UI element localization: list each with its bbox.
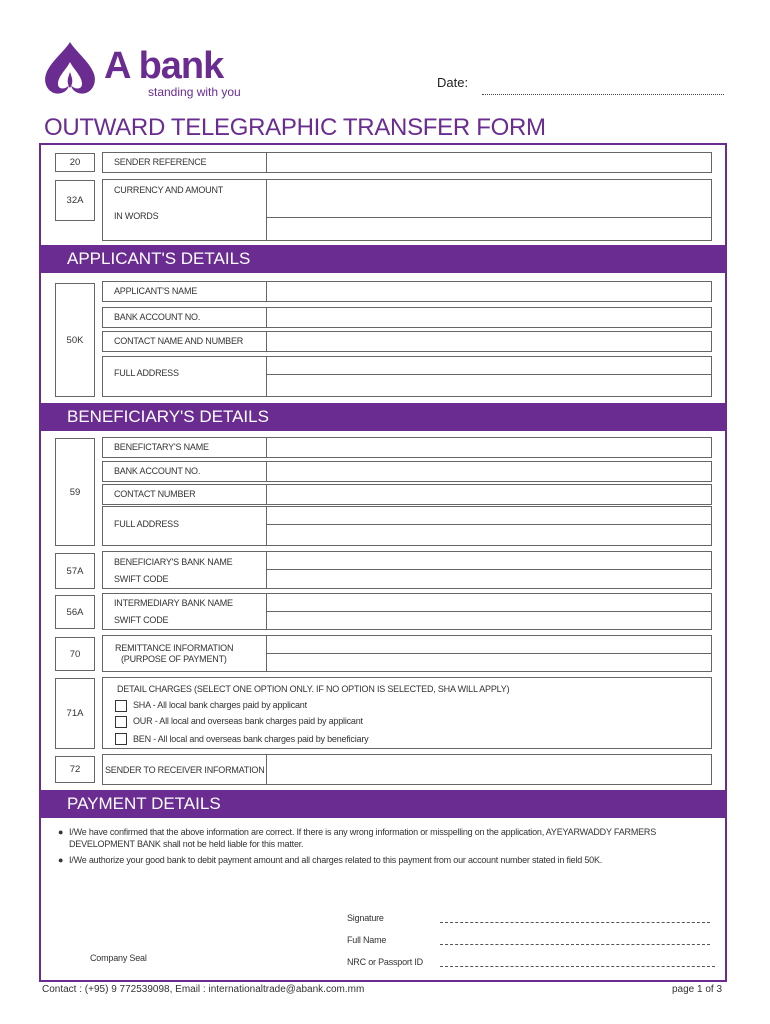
applicant-contact-field[interactable] bbox=[102, 331, 712, 352]
full-name-label: Full Name bbox=[347, 935, 387, 945]
detail-charges-box bbox=[102, 677, 712, 749]
swift-code-57a-label: SWIFT CODE bbox=[114, 574, 169, 584]
date-label: Date: bbox=[437, 75, 469, 90]
company-seal-label: Company Seal bbox=[90, 953, 147, 963]
page-number: page 1 of 3 bbox=[672, 984, 723, 995]
signature-field[interactable] bbox=[440, 917, 710, 923]
currency-amount-field[interactable] bbox=[102, 179, 712, 241]
in-words-label: IN WORDS bbox=[114, 211, 159, 221]
code-71a: 71A bbox=[55, 678, 95, 749]
payment-section-header: PAYMENT DETAILS bbox=[41, 790, 725, 818]
lotus-icon bbox=[42, 40, 98, 102]
code-32a: 32A bbox=[55, 180, 95, 221]
footer-contact: Contact : (+95) 9 772539098, Email : internationaltrade@abank.com.mm bbox=[42, 984, 365, 995]
beneficiary-section-header: BENEFICIARY'S DETAILS bbox=[41, 403, 725, 431]
ben-checkbox[interactable] bbox=[115, 733, 127, 745]
full-name-field[interactable] bbox=[440, 939, 710, 945]
nrc-label: NRC or Passport ID bbox=[347, 957, 423, 967]
confirmation-statement: I/We have confirmed that the above information are correct. If there is any wrong information or misspelling on the application, AYEYARWADDY FARMERS DEVELOPMENT BANK shall not be held liable for this matter. bbox=[69, 827, 657, 849]
intermediary-bank-field[interactable] bbox=[102, 593, 712, 630]
code-72: 72 bbox=[55, 756, 95, 783]
tagline: standing with you bbox=[148, 85, 241, 99]
sender-reference-label: SENDER REFERENCE bbox=[114, 157, 207, 167]
sha-option-label: SHA - All local bank charges paid by applicant bbox=[133, 700, 307, 710]
sha-checkbox[interactable] bbox=[115, 700, 127, 712]
applicant-contact-label: CONTACT NAME AND NUMBER bbox=[114, 336, 244, 346]
remittance-info-field[interactable] bbox=[102, 635, 712, 672]
authorization-statement: I/We authorize your good bank to debit payment amount and all charges related to this payment from our account number stated in field 50K. bbox=[69, 855, 603, 865]
code-57a: 57A bbox=[55, 553, 95, 589]
our-checkbox[interactable] bbox=[115, 716, 127, 728]
bullet-dot-1: ● bbox=[58, 827, 64, 837]
beneficiary-account-field[interactable] bbox=[102, 461, 712, 482]
sender-receiver-label: SENDER TO RECEIVER INFORMATION bbox=[105, 765, 265, 775]
applicant-address-field[interactable] bbox=[102, 356, 712, 397]
beneficiary-contact-field[interactable] bbox=[102, 484, 712, 505]
intermediary-bank-label: INTERMEDIARY BANK NAME bbox=[114, 598, 233, 608]
remittance-info-label: REMITTANCE INFORMATION bbox=[115, 643, 234, 653]
code-50k: 50K bbox=[55, 283, 95, 397]
beneficiary-contact-label: CONTACT NUMBER bbox=[114, 489, 196, 499]
bank-logo bbox=[42, 40, 272, 102]
applicant-account-field[interactable] bbox=[102, 307, 712, 328]
applicant-account-label: BANK ACCOUNT NO. bbox=[114, 312, 201, 322]
ben-option-label: BEN - All local and overseas bank charges paid by beneficiary bbox=[133, 734, 369, 744]
our-option-label: OUR - All local and overseas bank charges paid by applicant bbox=[133, 716, 363, 726]
currency-amount-label: CURRENCY AND AMOUNT bbox=[114, 185, 224, 195]
sender-receiver-field[interactable] bbox=[102, 754, 712, 785]
purpose-of-payment-label: (PURPOSE OF PAYMENT) bbox=[121, 654, 227, 664]
code-20: 20 bbox=[55, 153, 95, 172]
bullet-dot-2: ● bbox=[58, 855, 64, 865]
form-title: OUTWARD TELEGRAPHIC TRANSFER FORM bbox=[44, 114, 546, 141]
detail-charges-heading: DETAIL CHARGES (SELECT ONE OPTION ONLY. IF NO OPTION IS SELECTED, SHA WILL APPLY) bbox=[117, 684, 510, 694]
beneficiary-bank-field[interactable] bbox=[102, 551, 712, 589]
signature-label: Signature bbox=[347, 913, 384, 923]
sender-reference-field[interactable] bbox=[102, 152, 712, 173]
swift-code-56a-label: SWIFT CODE bbox=[114, 615, 169, 625]
date-field[interactable] bbox=[482, 87, 724, 95]
nrc-field[interactable] bbox=[440, 961, 715, 967]
code-56a: 56A bbox=[55, 595, 95, 629]
beneficiary-name-label: BENEFICTARY'S NAME bbox=[114, 442, 209, 452]
code-70: 70 bbox=[55, 637, 95, 671]
applicant-name-field[interactable] bbox=[102, 281, 712, 302]
beneficiary-account-label: BANK ACCOUNT NO. bbox=[114, 466, 201, 476]
beneficiary-bank-label: BENEFICIARY'S BANK NAME bbox=[114, 557, 233, 567]
beneficiary-address-field[interactable] bbox=[102, 506, 712, 546]
applicant-name-label: APPLICANT'S NAME bbox=[114, 286, 198, 296]
code-59: 59 bbox=[55, 438, 95, 546]
applicant-address-label: FULL ADDRESS bbox=[114, 368, 179, 378]
logo-text: A bank bbox=[104, 45, 224, 87]
beneficiary-name-field[interactable] bbox=[102, 437, 712, 458]
beneficiary-address-label: FULL ADDRESS bbox=[114, 519, 179, 529]
applicant-section-header: APPLICANT'S DETAILS bbox=[41, 245, 725, 273]
